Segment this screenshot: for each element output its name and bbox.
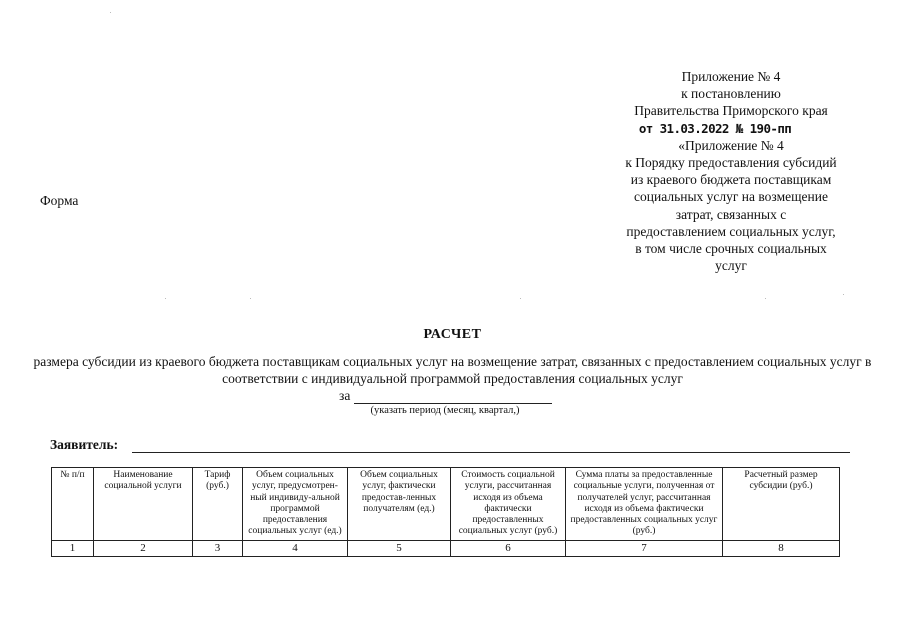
column-number: 6 [451, 540, 566, 556]
header-line: социальных услуг на возмещение [634, 189, 828, 205]
period-hint: (указать период (месяц, квартал,) [370, 405, 520, 416]
scan-speck [110, 12, 111, 13]
table-header-row [52, 468, 840, 541]
column-header: Стоимость социальной услуги, рассчитанная исходя из объема фактически предоставленных социальных услуг (руб.) [451, 468, 566, 541]
header-line: услуг [715, 258, 747, 274]
scan-speck [765, 298, 766, 299]
column-number: 5 [348, 540, 451, 556]
column-number: 3 [193, 540, 243, 556]
column-header: Сумма платы за предоставленные социальные услуги, полученная от получателей услуг, рассчитанная исходя из объема фактически предоставленных социальных услуг (руб.) [566, 468, 723, 541]
period-prefix: за [339, 388, 351, 403]
header-line: затрат, связанных с [675, 206, 787, 222]
column-header: Объем социальных услуг, фактически предостав-ленных получателям (ед.) [348, 468, 451, 541]
period-field[interactable] [354, 403, 552, 404]
scan-speck [843, 294, 844, 295]
applicant-label: Заявитель: [50, 437, 119, 452]
column-number: 2 [94, 540, 193, 556]
calculation-table [51, 467, 840, 557]
header-line: предоставлением социальных услуг, [626, 223, 836, 239]
column-header: Объем социальных услуг, предусмотрен-ный индивиду-альной программой предоставления социальных услуг (ед.) [243, 468, 348, 541]
column-number-row [52, 540, 840, 556]
column-number: 8 [723, 540, 840, 556]
scan-speck [165, 298, 166, 299]
column-number: 4 [243, 540, 348, 556]
approval-header [600, 68, 862, 274]
column-header: Наименование социальной услуги [94, 468, 193, 541]
scan-speck [250, 298, 251, 299]
header-line: к постановлению [681, 86, 781, 102]
column-number: 7 [566, 540, 723, 556]
header-line: Приложение № 4 [681, 69, 781, 84]
column-header: № п/п [52, 468, 94, 541]
header-line: Правительства Приморского края [634, 103, 828, 119]
decree-date-stamp: от 31.03.2022 № 190-пп [638, 120, 792, 136]
header-line: в том числе срочных социальных [635, 241, 827, 257]
applicant-field[interactable] [132, 452, 850, 453]
form-label: Форма [40, 193, 79, 208]
column-number: 1 [52, 540, 94, 556]
column-header: Тариф (руб.) [193, 468, 243, 541]
header-line: «Приложение № 4 [678, 137, 784, 153]
header-line: к Порядку предоставления субсидий [625, 155, 837, 171]
header-line: из краевого бюджета поставщикам [630, 172, 832, 188]
document-subtitle: размера субсидии из краевого бюджета поставщикам социальных услуг на возмещение затрат, связанных с предоставлением социальных услуг в соответствии с индивидуальной программой предоставления социальных услуг [33, 354, 872, 386]
scan-speck [520, 298, 521, 299]
column-header: Расчетный размер субсидии (руб.) [723, 468, 840, 541]
document-title: РАСЧЕТ [423, 327, 482, 342]
